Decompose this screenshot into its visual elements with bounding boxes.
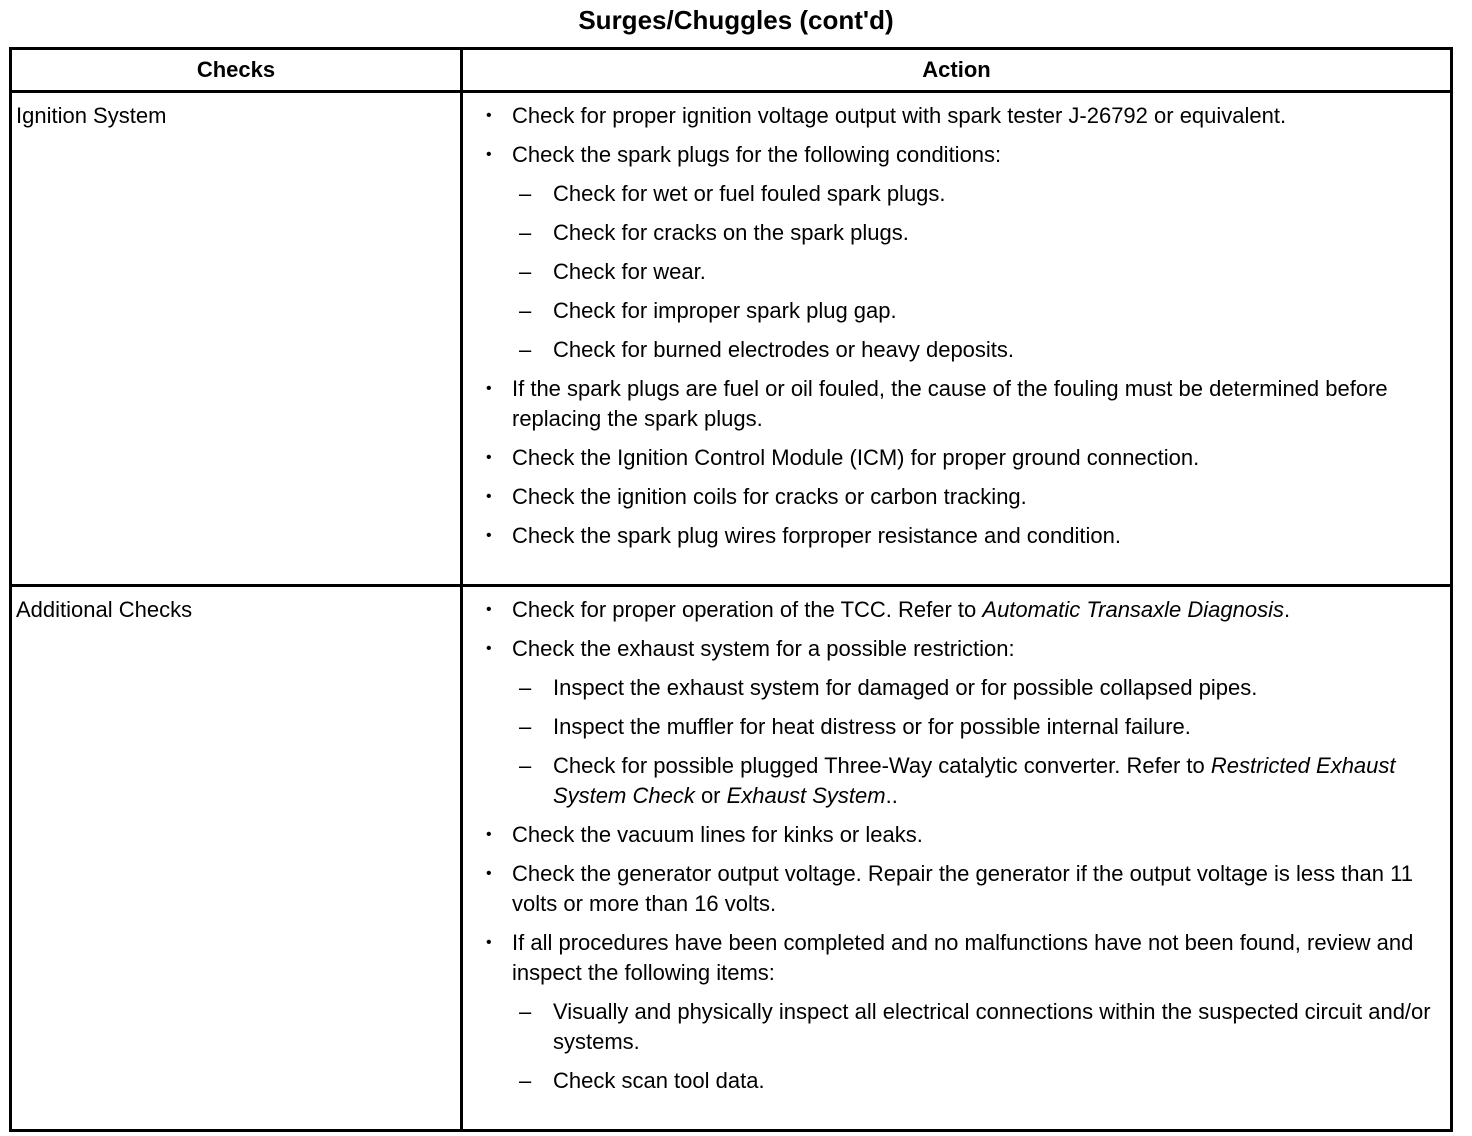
check-label-additional-checks: Additional Checks bbox=[16, 597, 193, 622]
checks-column-header: Checks bbox=[12, 50, 463, 90]
list-item: – Check for burned electrodes or heavy deposits. bbox=[486, 335, 1438, 365]
page-title: Surges/Chuggles (cont'd) bbox=[578, 5, 894, 35]
dash-icon: – bbox=[519, 298, 532, 323]
diagnostic-table bbox=[9, 47, 1453, 1132]
reference-link: Restricted Exhaust System Check bbox=[553, 753, 1396, 808]
list-item: – Inspect the muffler for heat distress or for possible internal failure. bbox=[486, 712, 1438, 742]
list-item: – Check scan tool data. bbox=[486, 1066, 1438, 1096]
dash-icon: – bbox=[519, 259, 532, 284]
list-item: • Check the vacuum lines for kinks or leaks. bbox=[486, 820, 1438, 850]
list-item: – Check for improper spark plug gap. bbox=[486, 296, 1438, 326]
bullet-icon: • bbox=[486, 865, 492, 882]
list-item: • If the spark plugs are fuel or oil fouled, the cause of the fouling must be determined before replacing the spark plugs. bbox=[486, 374, 1438, 434]
list-item: • Check the generator output voltage. Repair the generator if the output voltage is less than 11 volts or more than 16 volts. bbox=[486, 859, 1438, 919]
dash-icon: – bbox=[519, 753, 532, 778]
action-column-header: Action bbox=[922, 57, 991, 82]
reference-link: Exhaust System bbox=[726, 783, 886, 808]
list-item: • Check the spark plug wires forproper resistance and condition. bbox=[486, 521, 1438, 551]
dash-icon: – bbox=[519, 220, 532, 245]
bullet-icon: • bbox=[486, 934, 492, 951]
list-item: – Inspect the exhaust system for damaged or for possible collapsed pipes. bbox=[486, 673, 1438, 703]
action-list bbox=[463, 587, 1450, 1107]
list-item: – Check for wet or fuel fouled spark plugs. bbox=[486, 179, 1438, 209]
list-item: • Check the ignition coils for cracks or carbon tracking. bbox=[486, 482, 1438, 512]
action-list bbox=[463, 93, 1450, 562]
bullet-icon: • bbox=[486, 640, 492, 657]
bullet-icon: • bbox=[486, 146, 492, 163]
bullet-icon: • bbox=[486, 826, 492, 843]
table-row bbox=[12, 90, 1450, 584]
list-item: – Visually and physically inspect all electrical connections within the suspected circuit and/or systems. bbox=[486, 997, 1438, 1057]
bullet-icon: • bbox=[486, 449, 492, 466]
list-item: • Check the exhaust system for a possible restriction: bbox=[486, 634, 1438, 664]
reference-link: Automatic Transaxle Diagnosis bbox=[982, 597, 1284, 622]
list-item: • Check for proper ignition voltage output with spark tester J-26792 or equivalent. bbox=[486, 101, 1438, 131]
list-item: • Check the Ignition Control Module (ICM) for proper ground connection. bbox=[486, 443, 1438, 473]
dash-icon: – bbox=[519, 1068, 532, 1093]
table-row bbox=[12, 584, 1450, 1129]
check-label-ignition-system: Ignition System bbox=[16, 103, 167, 128]
dash-icon: – bbox=[519, 675, 532, 700]
list-item: – Check for wear. bbox=[486, 257, 1438, 287]
list-item: • If all procedures have been completed and no malfunctions have not been found, review and inspect the following items: bbox=[486, 928, 1438, 988]
dash-icon: – bbox=[519, 337, 532, 362]
list-item: • Check for proper operation of the TCC. Refer to Automatic Transaxle Diagnosis. bbox=[486, 595, 1438, 625]
list-item: • Check the spark plugs for the following conditions: bbox=[486, 140, 1438, 170]
dash-icon: – bbox=[519, 181, 532, 206]
list-item: – Check for possible plugged Three-Way catalytic converter. Refer to Restricted Exhaust System Check or Exhaust System.. bbox=[486, 751, 1438, 811]
bullet-icon: • bbox=[486, 601, 492, 618]
bullet-icon: • bbox=[486, 107, 492, 124]
bullet-icon: • bbox=[486, 527, 492, 544]
list-item: – Check for cracks on the spark plugs. bbox=[486, 218, 1438, 248]
dash-icon: – bbox=[519, 999, 532, 1024]
dash-icon: – bbox=[519, 714, 532, 739]
table-header-row bbox=[12, 50, 1450, 90]
bullet-icon: • bbox=[486, 488, 492, 505]
bullet-icon: • bbox=[486, 380, 492, 397]
